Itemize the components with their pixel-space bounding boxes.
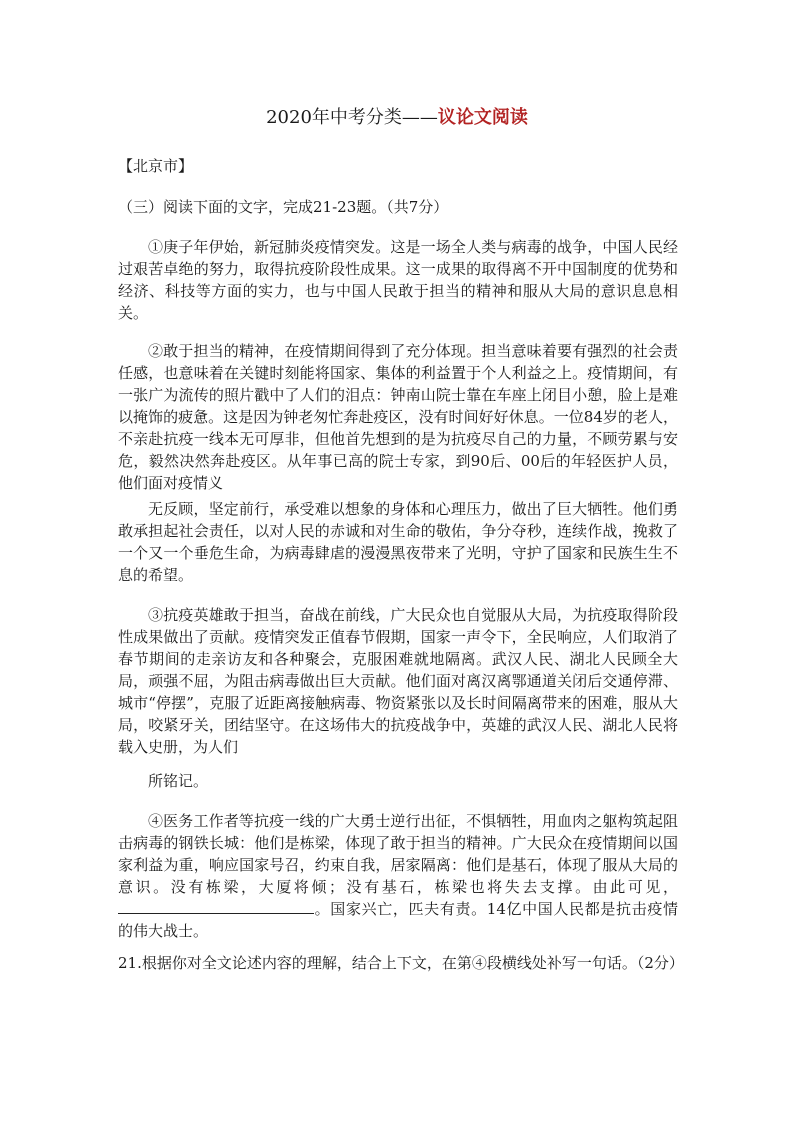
title-prefix: 2020年中考分类—— xyxy=(266,107,438,128)
paragraph-6 xyxy=(118,810,678,942)
paragraph-2: ②敢于担当的精神，在疫情期间得到了充分体现。担当意味着要有强烈的社会责任感，也意味着在关键时刻能将国家、集体的利益置于个人利益之上。疫情期间，有一张广为流传的照片戳中了人们的泪点：钟南山院士靠在车座上闭目小憩，脸上是难以掩饰的疲惫。这是因为钟老匆忙奔赴疫区，没有时间好好休息。一位84岁的老人，不亲赴抗疫一线本无可厚非，但他首先想到的是为抗疫尽自己的力量，不顾劳累与安危，毅然决然奔赴疫区。从年事已高的院士专家，到90后、00后的年轻医护人员，他们面对疫情义 xyxy=(118,342,678,492)
question-21: 21.根据你对全文论述内容的理解，结合上下文，在第④段横线处补写一句话。（2分） xyxy=(118,954,684,972)
paragraph-4: ③抗疫英雄敢于担当，奋战在前线，广大民众也自觉服从大局，为抗疫取得阶段性成果做出了贡献。疫情突发正值春节假期，国家一声令下，全民响应，人们取消了春节期间的走亲访友和各种聚会，克服困难就地隔离。武汉人民、湖北人民顾全大局，顽强不屈，为阻击病毒做出巨大贡献。他们面对离汉离鄂通道关闭后交通停滞、城市“停摆”，克服了近距离接触病毒、物资紧张以及长时间隔离带来的困难，服从大局，咬紧牙关，团结坚守。在这场伟大的抗疫战争中，英雄的武汉人民、湖北人民将载入史册，为人们 xyxy=(118,606,678,756)
paragraph-6-after: 。国家兴亡，匹夫有责。14亿中国人民都是抗击疫情的伟大战士。 xyxy=(118,900,678,940)
reading-instruction: （三）阅读下面的文字，完成21-23题。（共7分） xyxy=(118,198,449,216)
title-accent: 议论文阅读 xyxy=(437,107,528,128)
page-title xyxy=(0,106,794,130)
paragraph-1: ①庚子年伊始，新冠肺炎疫情突发。这是一场全人类与病毒的战争，中国人民经过艰苦卓绝的努力，取得抗疫阶段性成果。这一成果的取得离不开中国制度的优势和经济、科技等方面的实力，也与中国人民敢于担当的精神和服从大局的意识息息相关。 xyxy=(118,238,678,322)
paragraph-3: 无反顾，坚定前行，承受难以想象的身体和心理压力，做出了巨大牺牲。他们勇敢承担起社会责任，以对人民的赤诚和对生命的敬佑，争分夺秒，连续作战，挽救了一个又一个垂危生命，为病毒肆虐的漫漫黑夜带来了光明，守护了国家和民族生生不息的希望。 xyxy=(118,500,678,584)
region-label: 【北京市】 xyxy=(118,157,194,175)
paragraph-5: 所铭记。 xyxy=(148,772,209,790)
answer-blank[interactable] xyxy=(118,899,314,914)
paragraph-6-before: ④医务工作者等抗疫一线的广大勇士逆行出征，不惧牺牲，用血肉之躯构筑起阻击病毒的钢铁长城：他们是栋梁，体现了敢于担当的精神。广大民众在疫情期间以国家利益为重，响应国家号召，约束自我，居家隔离：他们是基石，体现了服从大局的意识。没有栋梁，大厦将倾；没有基石，栋梁也将失去支撑。由此可见， xyxy=(118,812,678,896)
